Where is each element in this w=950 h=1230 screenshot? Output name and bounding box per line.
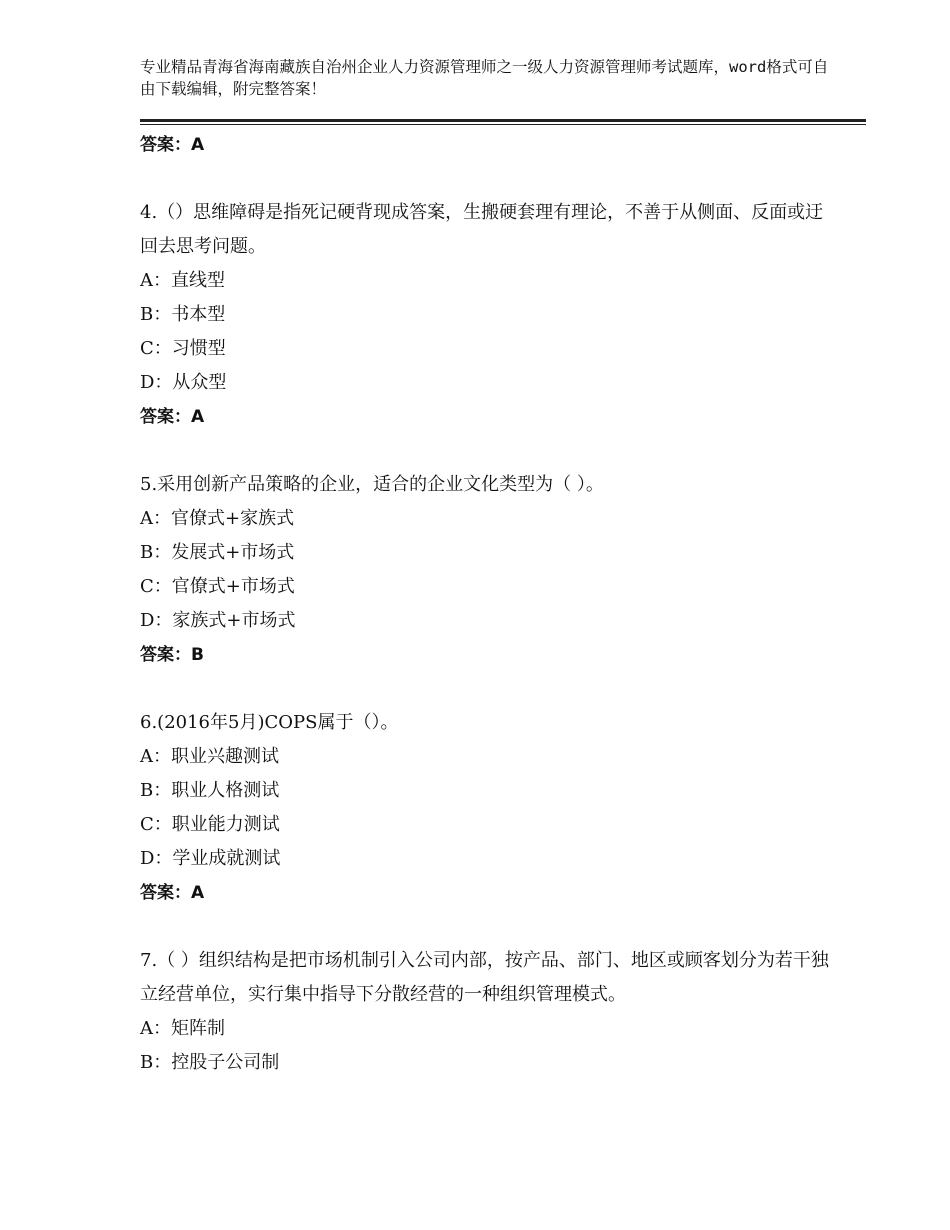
page-header: 专业精品青海省海南藏族自治州企业人力资源管理师之一级人力资源管理师考试题库，word格式可自由下载编辑，附完整答案！ — [140, 58, 829, 98]
option-a: A：官僚式+家族式 — [140, 508, 295, 529]
option-d: D：学业成就测试 — [140, 848, 281, 869]
question-5 — [140, 468, 840, 672]
answer-label: 答案：B — [140, 645, 204, 665]
document-body — [140, 128, 840, 1080]
answer-label: 答案：A — [140, 883, 205, 903]
header-rule-thin — [140, 124, 866, 125]
option-c: C：官僚式+市场式 — [140, 576, 295, 597]
option-d: D：家族式+市场式 — [140, 610, 296, 631]
answer-label: 答案：A — [140, 135, 205, 155]
question-text: 7.（ ）组织结构是把市场机制引入公司内部，按产品、部门、地区或顾客划分为若干独立经营单位，实行集中指导下分散经营的一种组织管理模式。 — [140, 950, 829, 1005]
question-text: 5.采用创新产品策略的企业，适合的企业文化类型为（ ）。 — [140, 474, 604, 495]
question-4 — [140, 196, 840, 434]
option-b: B：发展式+市场式 — [140, 542, 295, 563]
question-6 — [140, 706, 840, 910]
option-d: D：从众型 — [140, 372, 227, 393]
option-c: C：职业能力测试 — [140, 814, 280, 835]
option-b: B：书本型 — [140, 304, 226, 325]
answer-label: 答案：A — [140, 407, 205, 427]
option-a: A：职业兴趣测试 — [140, 746, 279, 767]
header-rule-thick — [140, 119, 866, 122]
option-c: C：习惯型 — [140, 338, 226, 359]
question-text: 4.（）思维障碍是指死记硬背现成答案，生搬硬套理有理论，不善于从侧面、反面或迂回去思考问题。 — [140, 202, 824, 257]
option-a: A：矩阵制 — [140, 1018, 225, 1039]
question-text: 6.(2016年5月)COPS属于（）。 — [140, 712, 399, 733]
option-b: B：职业人格测试 — [140, 780, 280, 801]
option-a: A：直线型 — [140, 270, 225, 291]
question-7 — [140, 944, 840, 1080]
option-b: B：控股子公司制 — [140, 1052, 280, 1073]
